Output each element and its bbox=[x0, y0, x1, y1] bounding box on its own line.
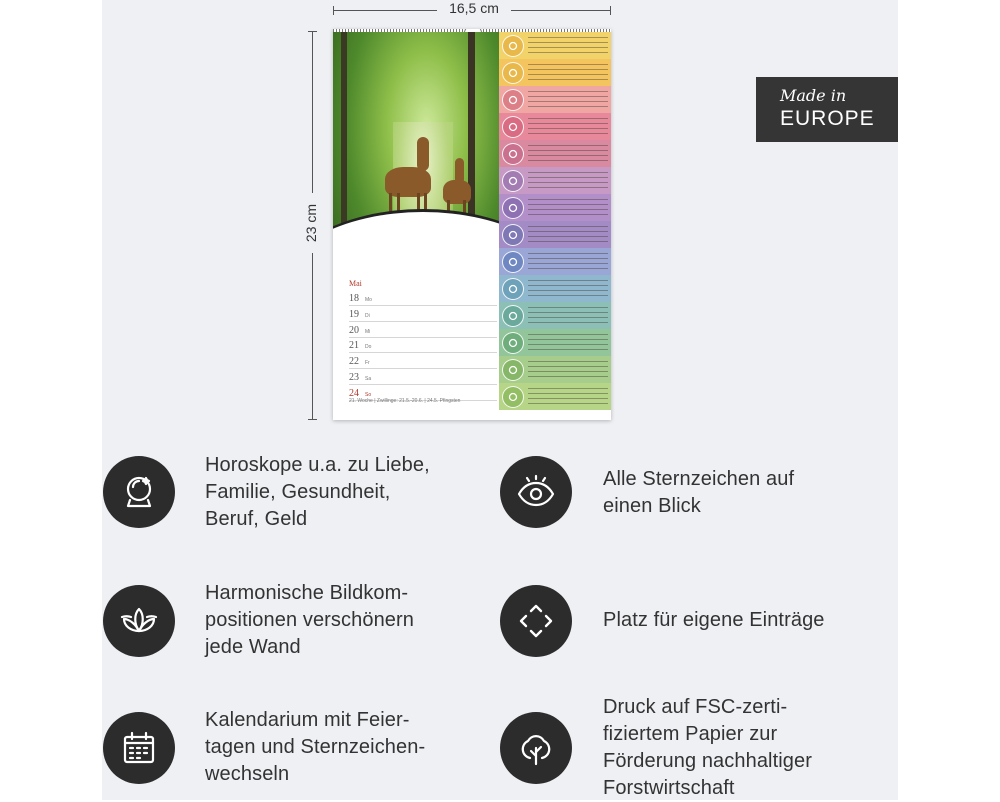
zodiac-horoscope-column bbox=[499, 32, 611, 409]
feature-text-line: Horoskope u.a. zu Liebe, bbox=[205, 454, 430, 476]
feature-text-harmonic-images bbox=[205, 580, 414, 661]
aries-icon bbox=[502, 35, 524, 57]
aquarius-icon bbox=[502, 305, 524, 327]
horoscope-text-block bbox=[528, 91, 608, 109]
calendar-day-row bbox=[349, 305, 497, 322]
feature-text-zodiac-overview bbox=[603, 466, 794, 520]
feature-text-line: Harmonische Bildkom- bbox=[205, 582, 409, 604]
horoscope-text-block bbox=[528, 64, 608, 82]
virgo-icon bbox=[502, 170, 524, 192]
width-dimension-label: 16,5 cm bbox=[437, 0, 511, 16]
bow-icon bbox=[502, 386, 524, 408]
horoscope-text-block bbox=[528, 334, 608, 352]
day-name: Do bbox=[365, 344, 372, 351]
calendar-day-row bbox=[349, 289, 497, 306]
capricorn-icon bbox=[502, 278, 524, 300]
feature-text-horoscopes bbox=[205, 452, 430, 533]
calendar-day-row bbox=[349, 336, 497, 353]
day-number: 18 bbox=[349, 293, 359, 304]
made-in-europe-badge bbox=[756, 77, 898, 142]
lotus-icon bbox=[103, 585, 175, 657]
calendar-footer-note: 21. Woche | Zwillinge: 21.5.-20.6. | 24.5. Pfingsten bbox=[349, 398, 461, 404]
libra-icon bbox=[502, 197, 524, 219]
feature-text-calendarium bbox=[205, 707, 425, 788]
day-number: 19 bbox=[349, 308, 359, 320]
calendar-icon bbox=[103, 712, 175, 784]
feature-text-line: Familie, Gesundheit, bbox=[205, 481, 391, 503]
day-name: Mi bbox=[365, 328, 371, 335]
horoscope-text-block bbox=[528, 307, 608, 325]
scorpio-icon bbox=[502, 224, 524, 246]
pisces-icon bbox=[502, 332, 524, 354]
zodiac-row bbox=[499, 248, 611, 275]
horoscope-text-block bbox=[528, 226, 608, 244]
zodiac-row bbox=[499, 140, 611, 167]
feature-text-line: Beruf, Geld bbox=[205, 508, 308, 530]
feature-text-line: Kalendarium mit Feier- bbox=[205, 709, 410, 731]
horoscope-text-block bbox=[528, 361, 608, 379]
zodiac-row bbox=[499, 32, 611, 59]
day-number: 23 bbox=[349, 372, 359, 383]
feature-text-line: Forstwirtschaft bbox=[603, 777, 735, 799]
zodiac-row bbox=[499, 275, 611, 302]
horoscope-text-block bbox=[528, 145, 608, 163]
arrows-icon bbox=[500, 585, 572, 657]
feature-text-line: jede Wand bbox=[205, 636, 301, 658]
scale-icon bbox=[502, 359, 524, 381]
horoscope-text-block bbox=[528, 280, 608, 298]
horoscope-text-block bbox=[528, 199, 608, 217]
day-number: 20 bbox=[349, 324, 359, 336]
day-number: 22 bbox=[349, 356, 359, 368]
eye-icon bbox=[500, 456, 572, 528]
feature-text-line: Förderung nachhaltiger bbox=[603, 750, 812, 772]
sagittarius-icon bbox=[502, 251, 524, 273]
calendar-product-image bbox=[333, 29, 611, 420]
calendar-month-label: Mai bbox=[349, 279, 362, 288]
crystal-ball-icon bbox=[103, 456, 175, 528]
tree-icon bbox=[500, 712, 572, 784]
feature-text-line: tagen und Sternzeichen- bbox=[205, 736, 426, 758]
day-number: 21 bbox=[349, 340, 359, 352]
calendar-day-row bbox=[349, 368, 497, 385]
feature-text-line: wechseln bbox=[205, 763, 290, 785]
horoscope-text-block bbox=[528, 37, 608, 55]
feature-text-line: einen Blick bbox=[603, 495, 701, 517]
horoscope-text-block bbox=[528, 118, 608, 136]
zodiac-row bbox=[499, 329, 611, 356]
gemini-icon bbox=[502, 89, 524, 111]
badge-line-2: EUROPE bbox=[780, 107, 875, 130]
feature-text-fsc-paper bbox=[603, 694, 812, 802]
day-name: Di bbox=[365, 312, 370, 319]
deer-figure bbox=[385, 167, 431, 197]
cancer-icon bbox=[502, 116, 524, 138]
feature-text-line: Druck auf FSC-zerti- bbox=[603, 696, 788, 718]
zodiac-row bbox=[499, 221, 611, 248]
badge-line-1: Made in bbox=[780, 86, 847, 105]
day-name: Sa bbox=[365, 376, 372, 382]
zodiac-row bbox=[499, 113, 611, 140]
feature-text-own-entries bbox=[603, 607, 825, 634]
feature-text-line: fiziertem Papier zur bbox=[603, 723, 778, 745]
zodiac-row bbox=[499, 356, 611, 383]
taurus-icon bbox=[502, 62, 524, 84]
zodiac-row bbox=[499, 194, 611, 221]
calendar-day-row bbox=[349, 352, 497, 369]
zodiac-row bbox=[499, 167, 611, 194]
height-dimension-label: 23 cm bbox=[303, 193, 321, 253]
day-name: So bbox=[365, 391, 372, 398]
zodiac-row bbox=[499, 302, 611, 329]
day-name: Fr bbox=[365, 360, 370, 367]
horoscope-text-block bbox=[528, 253, 608, 271]
feature-text-line: Alle Sternzeichen auf bbox=[603, 468, 795, 490]
fawn-figure bbox=[443, 180, 471, 204]
day-name: Mo bbox=[365, 297, 372, 303]
day-number: 24 bbox=[349, 387, 359, 399]
calendar-day-row bbox=[349, 321, 497, 338]
feature-text-line: Platz für eigene Einträge bbox=[603, 609, 825, 631]
horoscope-text-block bbox=[528, 172, 608, 190]
feature-text-line: positionen verschönern bbox=[205, 609, 414, 631]
zodiac-row bbox=[499, 59, 611, 86]
leo-icon bbox=[502, 143, 524, 165]
zodiac-row bbox=[499, 86, 611, 113]
zodiac-row bbox=[499, 383, 611, 410]
